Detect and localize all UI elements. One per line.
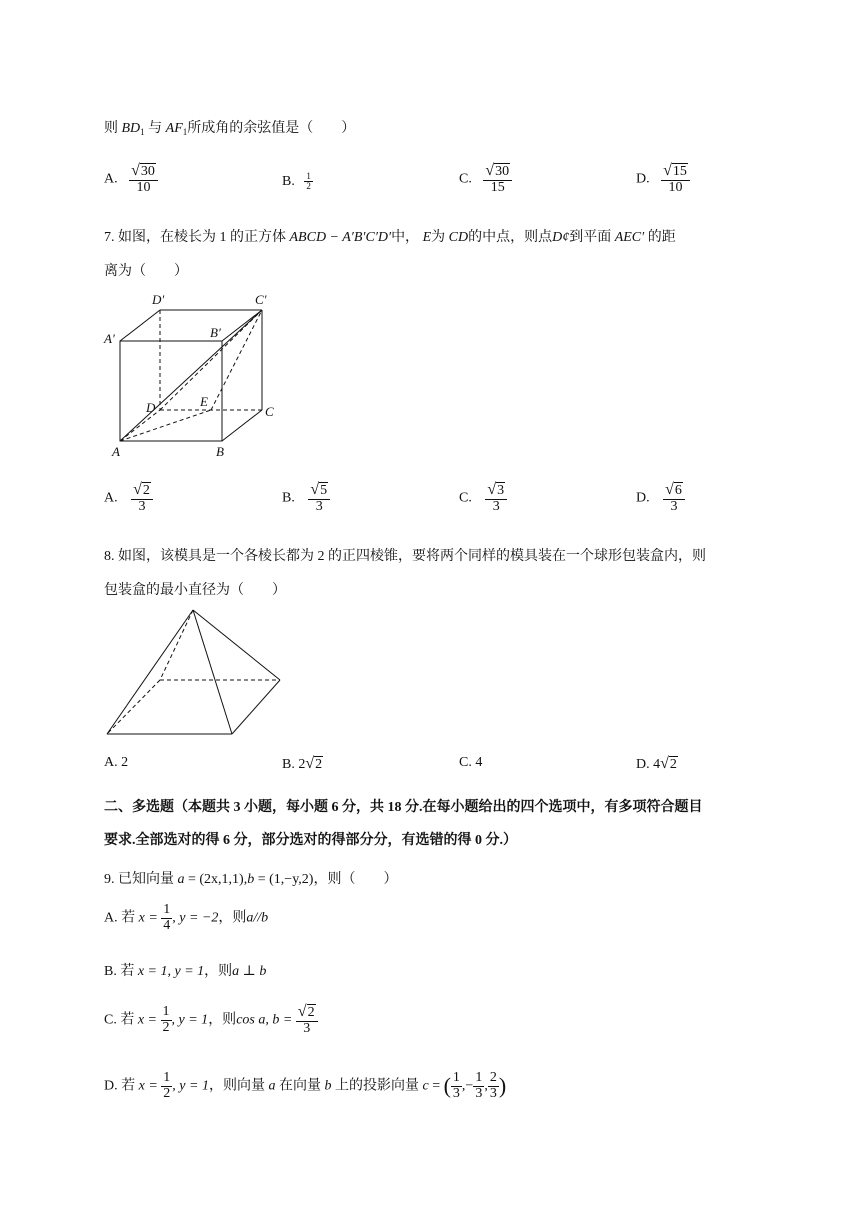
label-d: D xyxy=(146,400,156,415)
q9-option-c[interactable]: C. 若 x = $\frac{1}{2}$ , y = 1，则cos a, b = $\frac{√2}{3}$ xyxy=(104,1004,318,1036)
section2-heading-line2: 要求.全部选对的得 6 分，部分选对的得部分分，有选错的得 0 分.） xyxy=(104,833,517,848)
q9-option-a[interactable]: A. 若 x = $\frac{1}{4}$ , y = −2，则a//b xyxy=(104,902,269,933)
q8-option-c[interactable]: C. 4 xyxy=(459,755,483,770)
label-a1: A′ xyxy=(104,331,115,346)
q8-option-d[interactable]: D. 4√2 xyxy=(636,755,677,772)
cube-figure xyxy=(100,288,290,463)
q7-option-c[interactable]: C. $\frac{√3}{3}$ xyxy=(459,482,507,514)
q8-stem-line1: 8. 如图，该模具是一个各棱长都为 2 的正四棱锥，要将两个同样的模具装在一个球形包装盒内，则 xyxy=(104,549,706,564)
q7-option-b[interactable]: B. $\frac{√5}{3}$ xyxy=(282,482,330,514)
pyramid-figure xyxy=(100,602,290,742)
q7-stem-line1: 7. 如图，在棱长为 1 的正方体 ABCD − A′B′C′D′中， E为 CD的中点，则点D¢到平面 AEC′ 的距 xyxy=(104,230,676,245)
q6-option-a[interactable]: A. $\frac{√30}{10}$ xyxy=(104,163,158,195)
q6-option-d[interactable]: D. $\frac{√15}{10}$ xyxy=(636,163,690,195)
label-b: B xyxy=(216,444,224,459)
q8-option-a[interactable]: A. 2 xyxy=(104,755,129,770)
label-c: C xyxy=(265,404,274,419)
label-e: E xyxy=(200,394,208,409)
label-c1: C′ xyxy=(255,292,267,307)
q9-option-b[interactable]: B. 若 x = 1, y = 1，则a ⊥ b xyxy=(104,964,267,979)
section2-heading-line1: 二、多选题（本题共 3 小题，每小题 6 分，共 18 分.在每小题给出的四个选项中，有多项符合题目 xyxy=(104,800,703,815)
q6-stem: 则 $BD_1$ 与 $AF_1$所成角的余弦值是（ ） xyxy=(104,121,356,137)
q8-option-b[interactable]: B. 2√2 xyxy=(282,755,323,772)
q7-option-d[interactable]: D. $\frac{√6}{3}$ xyxy=(636,482,685,514)
q9-stem: 9. 已知向量 a = (2x,1,1),b = (1,−y,2)，则（ ） xyxy=(104,872,398,887)
q6-option-c[interactable]: C. $\frac{√30}{15}$ xyxy=(459,163,512,195)
label-a: A xyxy=(112,444,120,459)
q9-option-d[interactable]: D. 若 x = $\frac{1}{2}$ , y = 1，则向量 a 在向量 b 上的投影向量 c = ( $\frac{1}{3}$ ,− $\frac{1}{3}$ , $\frac{2}{3}$ ) xyxy=(104,1070,507,1101)
q8-stem-line2: 包装盒的最小直径为（ ） xyxy=(104,583,286,598)
q6-option-b[interactable]: B. $\frac{1}{2}$ xyxy=(282,171,311,192)
label-d1: D′ xyxy=(152,292,165,307)
label-b1: B′ xyxy=(210,325,221,340)
q7-stem-line2: 离为（ ） xyxy=(104,264,188,279)
q7-option-a[interactable]: A. $\frac{√2}{3}$ xyxy=(104,482,153,514)
